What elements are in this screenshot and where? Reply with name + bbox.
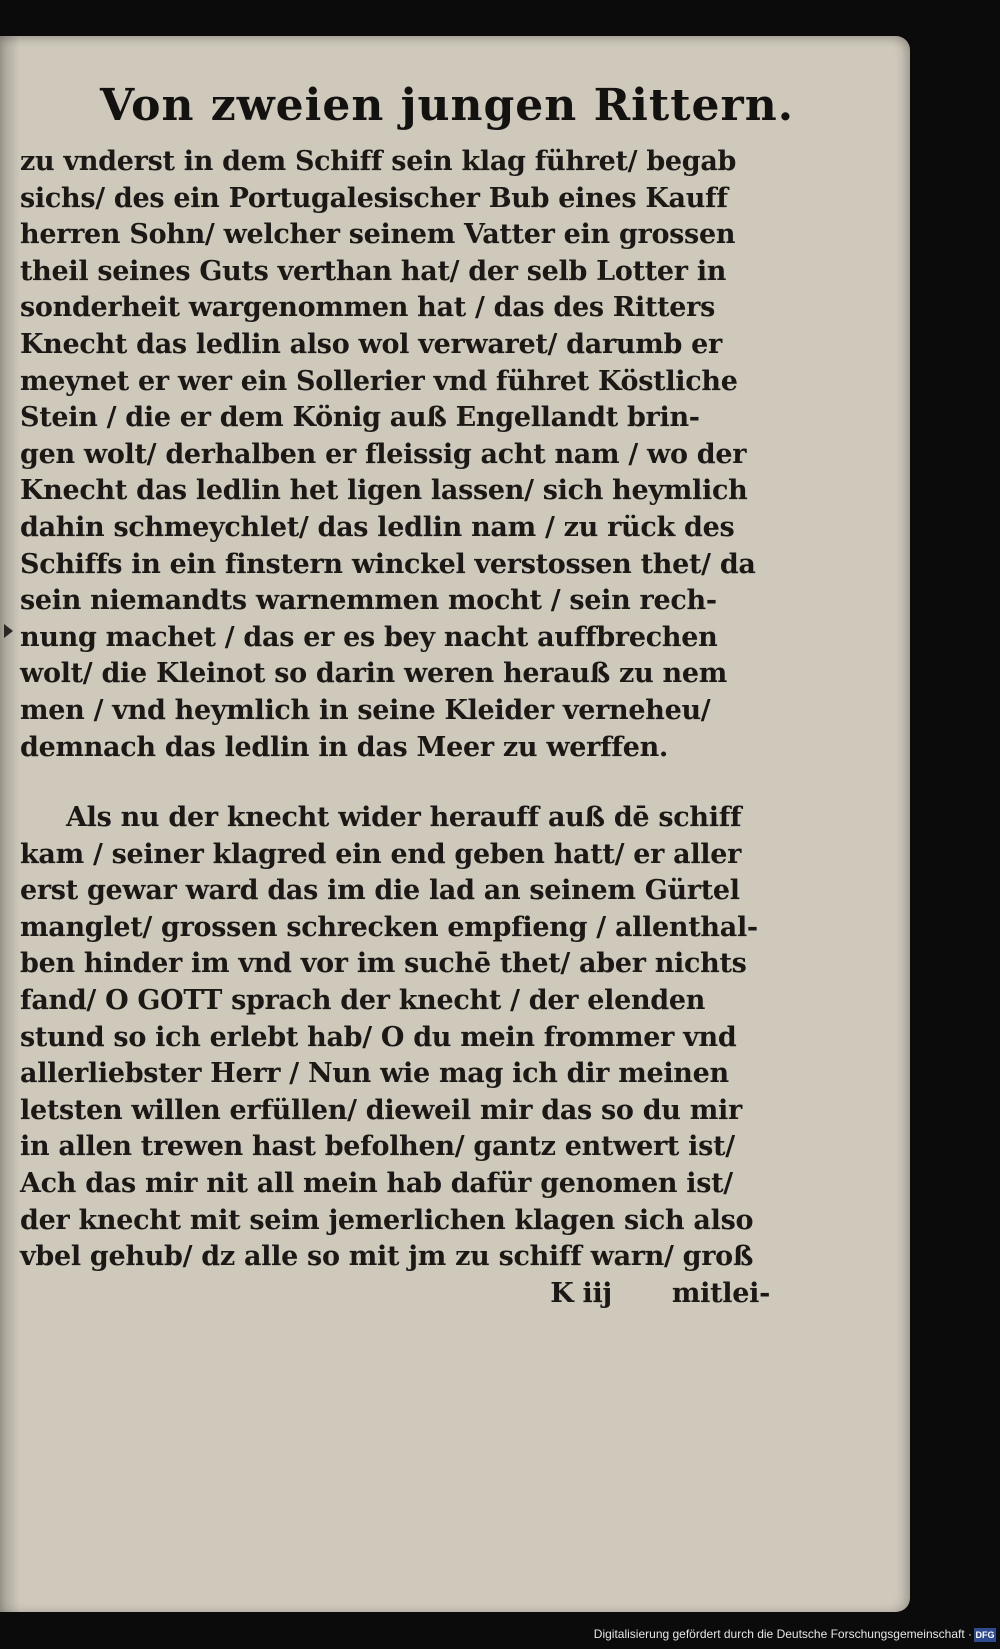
text-line: dahin schmeychlet/ das ledlin nam / zu rück des [20, 511, 735, 543]
text-line: Schiffs in ein finstern winckel verstossen thet/ da [20, 548, 756, 580]
text-block [20, 144, 780, 1312]
text-line: letsten willen erfüllen/ dieweil mir das so du mir [20, 1094, 742, 1126]
text-line: Knecht das ledlin het ligen lassen/ sich heymlich [20, 475, 748, 507]
text-line: nung machet / das er es bey nacht auffbrechen [20, 621, 718, 653]
text-line: zu vnderst in dem Schiff sein klag führet/ begab [20, 146, 737, 177]
signature-mark: K iij [550, 1277, 612, 1309]
text-line: men / vnd heymlich in seine Kleider verneheu/ [20, 694, 711, 726]
text-line: Knecht das ledlin also wol verwaret/ darumb er [20, 328, 722, 360]
footer-bar [0, 1612, 1000, 1649]
page-edge-marker [4, 624, 13, 638]
text-line: Ach das mir nit all mein hab dafür genomen ist/ [20, 1168, 733, 1200]
text-line: Als nu der knecht wider herauff auß dē schiff [66, 802, 742, 834]
text-line: wolt/ die Kleinot so darin weren herauß zu nem [20, 658, 727, 690]
book-page [0, 36, 910, 1612]
text-line: sichs/ des ein Portugalesischer Bub eines Kauff [20, 182, 728, 214]
text-line: sein niemandts warnemmen mocht / sein rech- [20, 585, 717, 617]
text-line: der knecht mit seim jemerlichen klagen sich also [20, 1204, 754, 1236]
text-line: ben hinder im vnd vor im suchē thet/ aber nichts [20, 948, 747, 980]
text-line: kam / seiner klagred ein end geben hatt/ er aller [20, 838, 742, 870]
catchword: mitlei- [671, 1277, 770, 1309]
running-head: Von zweien jungen Rittern. [100, 80, 795, 131]
signature-line [20, 1276, 780, 1313]
text-line: fand/ O GOTT sprach der knecht / der elenden [20, 985, 706, 1017]
dfg-logo-icon: DFG [975, 1630, 995, 1640]
text-line: demnach das ledlin in das Meer zu werffen. [20, 731, 669, 763]
text-line: stund so ich erlebt hab/ O du mein frommer vnd [20, 1021, 737, 1053]
text-line: meynet er wer ein Sollerier vnd führet Köstliche [20, 365, 738, 397]
text-line: manglet/ grossen schrecken empfieng / allenthal- [20, 911, 758, 943]
text-line: erst gewar ward das im die lad an seinem Gürtel [20, 875, 740, 907]
text-line: Stein / die er dem König auß Engellandt brin- [20, 402, 700, 434]
text-line: gen wolt/ derhalben er fleissig acht nam / wo der [20, 438, 747, 470]
text-line: herren Sohn/ welcher seinem Vatter ein grossen [20, 219, 736, 251]
text-line: theil seines Guts verthan hat/ der selb Lotter in [20, 255, 727, 287]
text-line: allerliebster Herr / Nun wie mag ich dir meinen [20, 1058, 729, 1090]
funding-notice: Digitalisierung gefördert durch die Deutsche Forschungsgemeinschaft · [593, 1627, 972, 1641]
paragraph-gap [20, 766, 780, 800]
text-line: sonderheit wargenommen hat / das des Ritters [20, 292, 715, 324]
text-line: vbel gehub/ dz alle so mit jm zu schiff warn/ groß [20, 1241, 754, 1273]
text-line: in allen trewen hast befolhen/ gantz entwert ist/ [20, 1131, 735, 1163]
